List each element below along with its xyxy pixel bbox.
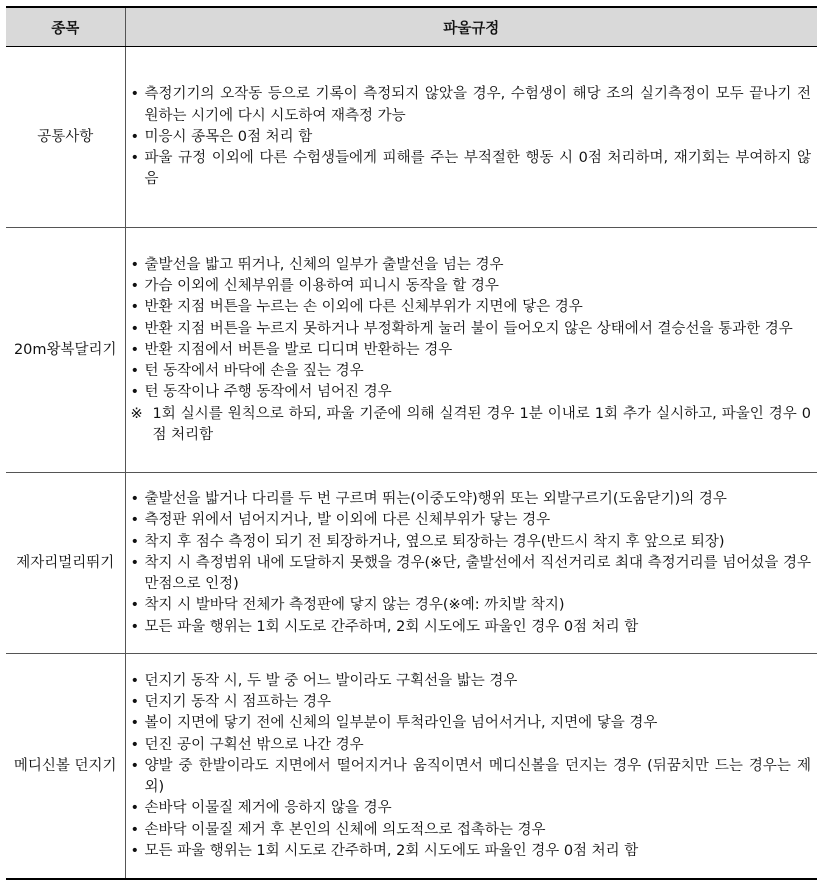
bullet-mark: • bbox=[130, 736, 140, 753]
header-row bbox=[6, 7, 817, 47]
note-item bbox=[131, 404, 812, 447]
table-row bbox=[6, 654, 817, 880]
header-rules: 파울규정 bbox=[125, 7, 817, 47]
rule-text: 착지 시 측정범위 내에 도달하지 못했을 경우(※단, 출발선에서 직선거리로 최대 측정거리를 넘어섰을 경우 만점으로 인정) bbox=[144, 554, 811, 593]
rule-text: 손바닥 이물질 제거에 응하지 않을 경우 bbox=[144, 800, 392, 817]
rule-text: 가슴 이외에 신체부위를 이용하여 피니시 동작을 할 경우 bbox=[144, 277, 499, 294]
rule-item bbox=[131, 84, 812, 127]
rule-text: 턴 동작에서 바닥에 손을 짚는 경우 bbox=[144, 363, 364, 380]
bullet-mark: • bbox=[130, 256, 140, 273]
rule-text: 양발 중 한발이라도 지면에서 떨어지거나 움직이면서 메디신볼을 던지는 경우 (뒤꿈치만 드는 경우는 제외) bbox=[144, 757, 811, 796]
rule-item bbox=[131, 255, 812, 276]
rule-text: 던지기 동작 시 점프하는 경우 bbox=[144, 693, 332, 710]
rule-item bbox=[131, 148, 812, 191]
table-row bbox=[6, 47, 817, 228]
rule-item bbox=[131, 671, 812, 692]
bullet-mark: • bbox=[130, 618, 140, 635]
bullet-mark: • bbox=[130, 277, 140, 294]
rule-text: 반환 지점에서 버튼을 발로 디디며 반환하는 경우 bbox=[144, 341, 453, 358]
bullet-mark: • bbox=[130, 554, 140, 571]
foul-rules-table bbox=[6, 6, 817, 880]
bullet-mark: • bbox=[130, 800, 140, 817]
bullet-mark: • bbox=[130, 821, 140, 838]
rule-text: 볼이 지면에 닿기 전에 신체의 일부분이 투척라인을 넘어서거나, 지면에 닿을 경우 bbox=[144, 715, 658, 732]
rule-text: 손바닥 이물질 제거 후 본인의 신체에 의도적으로 접촉하는 경우 bbox=[144, 821, 546, 838]
rule-text: 측정판 위에서 넘어지거나, 발 이외에 다른 신체부위가 닿는 경우 bbox=[144, 512, 551, 529]
bullet-mark: • bbox=[130, 86, 140, 103]
rule-text: 출발선을 밟고 뛰거나, 신체의 일부가 출발선을 넘는 경우 bbox=[144, 256, 504, 273]
bullet-mark: • bbox=[130, 490, 140, 507]
rule-item bbox=[131, 595, 812, 616]
bullet-mark: • bbox=[130, 597, 140, 614]
rule-item bbox=[131, 553, 812, 596]
rules-cell bbox=[125, 228, 817, 473]
rule-item bbox=[131, 361, 812, 382]
bullet-mark: • bbox=[130, 384, 140, 401]
rule-text: 턴 동작이나 주행 동작에서 넘어진 경우 bbox=[144, 384, 392, 401]
category-cell: 메디신볼 던지기 bbox=[6, 654, 125, 880]
rule-item bbox=[131, 756, 812, 799]
rules-cell bbox=[125, 654, 817, 880]
rule-item bbox=[131, 692, 812, 713]
rule-text: 반환 지점 버튼을 누르지 못하거나 부정확하게 눌러 불이 들어오지 않은 상태에서 결승선을 통과한 경우 bbox=[144, 320, 793, 337]
rule-item bbox=[131, 510, 812, 531]
rule-text: 미응시 종목은 0점 처리 함 bbox=[144, 128, 313, 145]
table-row bbox=[6, 473, 817, 654]
rule-text: 던진 공이 구획선 밖으로 나간 경우 bbox=[144, 736, 364, 753]
category-cell: 제자리멀리뛰기 bbox=[6, 473, 125, 654]
note-mark: ※ bbox=[130, 405, 143, 422]
category-cell: 20m왕복달리기 bbox=[6, 228, 125, 473]
rule-item bbox=[131, 489, 812, 510]
header-category: 종목 bbox=[6, 7, 125, 47]
rule-text: 던지기 동작 시, 두 발 중 어느 발이라도 구획선을 밟는 경우 bbox=[144, 672, 518, 689]
rule-item bbox=[131, 617, 812, 638]
category-cell: 공통사항 bbox=[6, 47, 125, 228]
bullet-mark: • bbox=[130, 150, 140, 167]
rule-text: 파울 규정 이외에 다른 수험생들에게 피해를 주는 부적절한 행동 시 0점 처리하며, 재기회는 부여하지 않음 bbox=[144, 150, 811, 188]
rule-item bbox=[131, 735, 812, 756]
rules-cell bbox=[125, 47, 817, 228]
rule-item bbox=[131, 713, 812, 734]
rule-item bbox=[131, 382, 812, 403]
bullet-mark: • bbox=[130, 299, 140, 316]
rules-cell bbox=[125, 473, 817, 654]
rule-text: 모든 파울 행위는 1회 시도로 간주하며, 2회 시도에도 파울인 경우 0점 처리 함 bbox=[144, 618, 639, 635]
rule-text: 착지 시 발바닥 전체가 측정판에 닿지 않는 경우(※예: 까치발 착지) bbox=[144, 597, 565, 614]
rule-text: 출발선을 밟거나 다리를 두 번 구르며 뛰는(이중도약)행위 또는 외발구르기(도움닫기)의 경우 bbox=[144, 490, 727, 507]
rule-item bbox=[131, 532, 812, 553]
rule-item bbox=[131, 319, 812, 340]
bullet-mark: • bbox=[130, 693, 140, 710]
rule-item bbox=[131, 297, 812, 318]
bullet-mark: • bbox=[130, 341, 140, 358]
rule-item bbox=[131, 841, 812, 862]
note-text: 1회 실시를 원칙으로 하되, 파울 기준에 의해 실격된 경우 1분 이내로 1회 추가 실시하고, 파울인 경우 0점 처리함 bbox=[152, 405, 811, 444]
bullet-mark: • bbox=[130, 757, 140, 774]
rule-item bbox=[131, 276, 812, 297]
rule-item bbox=[131, 798, 812, 819]
bullet-mark: • bbox=[130, 512, 140, 529]
rule-text: 모든 파울 행위는 1회 시도로 간주하며, 2회 시도에도 파울인 경우 0점 처리 함 bbox=[144, 843, 639, 860]
rule-text: 반환 지점 버튼을 누르는 손 이외에 다른 신체부위가 지면에 닿은 경우 bbox=[144, 299, 583, 316]
bullet-mark: • bbox=[130, 843, 140, 860]
rule-item bbox=[131, 820, 812, 841]
bullet-mark: • bbox=[130, 320, 140, 337]
rule-text: 착지 후 점수 측정이 되기 전 퇴장하거나, 옆으로 퇴장하는 경우(반드시 착지 후 앞으로 퇴장) bbox=[144, 533, 725, 550]
bullet-mark: • bbox=[130, 715, 140, 732]
bullet-mark: • bbox=[130, 672, 140, 689]
bullet-mark: • bbox=[130, 363, 140, 380]
rule-item bbox=[131, 127, 812, 148]
rule-item bbox=[131, 340, 812, 361]
table-row bbox=[6, 228, 817, 473]
rule-text: 측정기기의 오작동 등으로 기록이 측정되지 않았을 경우, 수험생이 해당 조의 실기측정이 모두 끝나기 전 원하는 시기에 다시 시도하여 재측정 가능 bbox=[144, 86, 811, 124]
bullet-mark: • bbox=[130, 533, 140, 550]
bullet-mark: • bbox=[130, 128, 140, 145]
